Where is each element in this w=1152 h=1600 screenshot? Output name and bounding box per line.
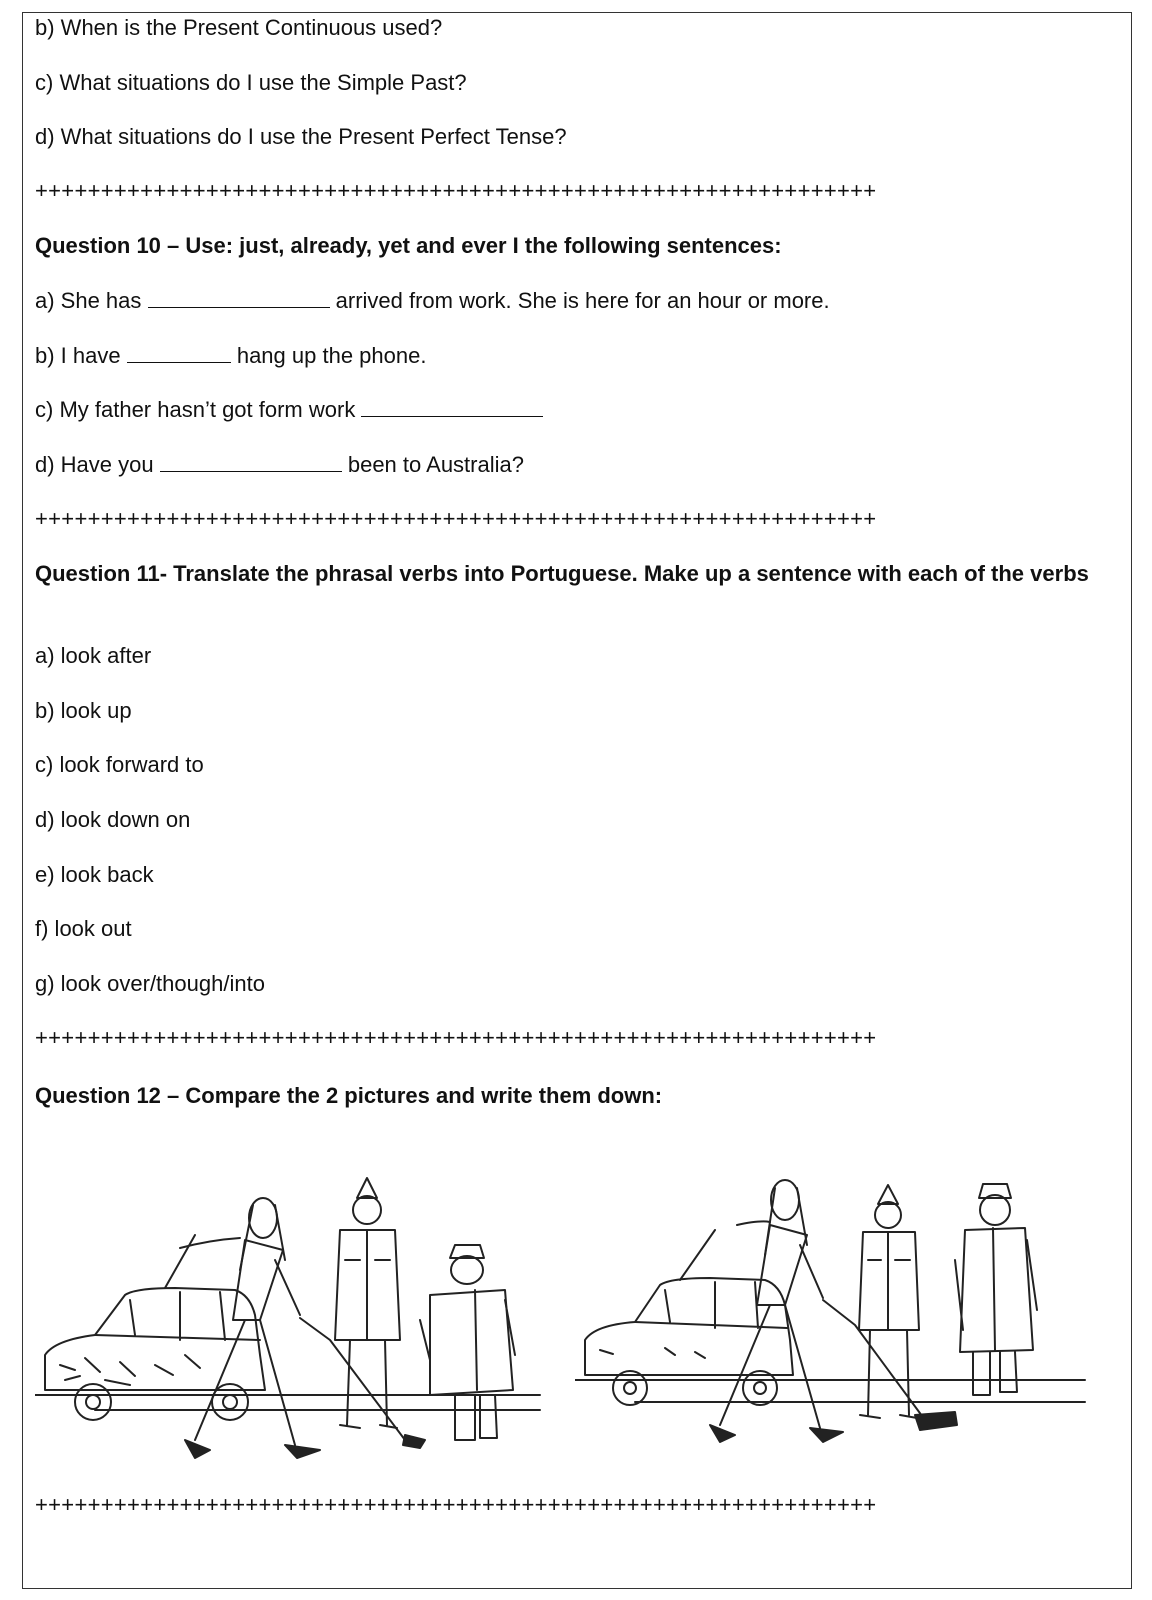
q10-b-text-before: b) I have [35,343,127,368]
q9-item-c: c) What situations do I use the Simple Past? [35,70,467,95]
answer-blank[interactable] [160,451,342,472]
question-12-title: Question 12 – Compare the 2 pictures and write them down: [35,1083,663,1108]
answer-blank[interactable] [127,342,231,363]
separator: ++++++++++++++++++++++++++++++++++++++++++++++++++++++++++++++++ [35,1492,877,1517]
q11-item: a) look after [35,643,152,668]
q10-b-text-after: hang up the phone. [230,343,427,368]
comparison-picture-2 [575,1140,1090,1470]
q11-item: b) look up [35,698,132,723]
question-11-title: Question 11- Translate the phrasal verbs into Portuguese. Make up a sentence with each of the verbs [35,561,1089,586]
separator: ++++++++++++++++++++++++++++++++++++++++++++++++++++++++++++++++ [35,506,877,531]
q11-item: c) look forward to [35,752,204,777]
q9-item-b: b) When is the Present Continuous used? [35,15,443,40]
q11-item: f) look out [35,916,132,941]
q10-item-c [35,396,543,424]
q10-a-text-after: arrived from work. She is here for an hour or more. [329,288,830,313]
q11-item: g) look over/though/into [35,971,265,996]
separator: ++++++++++++++++++++++++++++++++++++++++++++++++++++++++++++++++ [35,1025,877,1050]
q10-item-a [35,287,830,315]
q10-a-text-before: a) She has [35,288,148,313]
q10-d-text-after: been to Australia? [341,452,524,477]
q10-item-d [35,451,524,479]
comparison-picture-1 [35,1140,545,1470]
q10-c-text-before: c) My father hasn’t got form work [35,397,362,422]
q11-item: e) look back [35,862,154,887]
q11-item: d) look down on [35,807,191,832]
question-10-title: Question 10 – Use: just, already, yet and ever I the following sentences: [35,233,782,258]
separator: ++++++++++++++++++++++++++++++++++++++++++++++++++++++++++++++++ [35,178,877,203]
q9-item-d: d) What situations do I use the Present Perfect Tense? [35,124,567,149]
q10-d-text-before: d) Have you [35,452,160,477]
answer-blank[interactable] [148,287,330,308]
q10-item-b [35,342,426,370]
answer-blank[interactable] [361,396,543,417]
